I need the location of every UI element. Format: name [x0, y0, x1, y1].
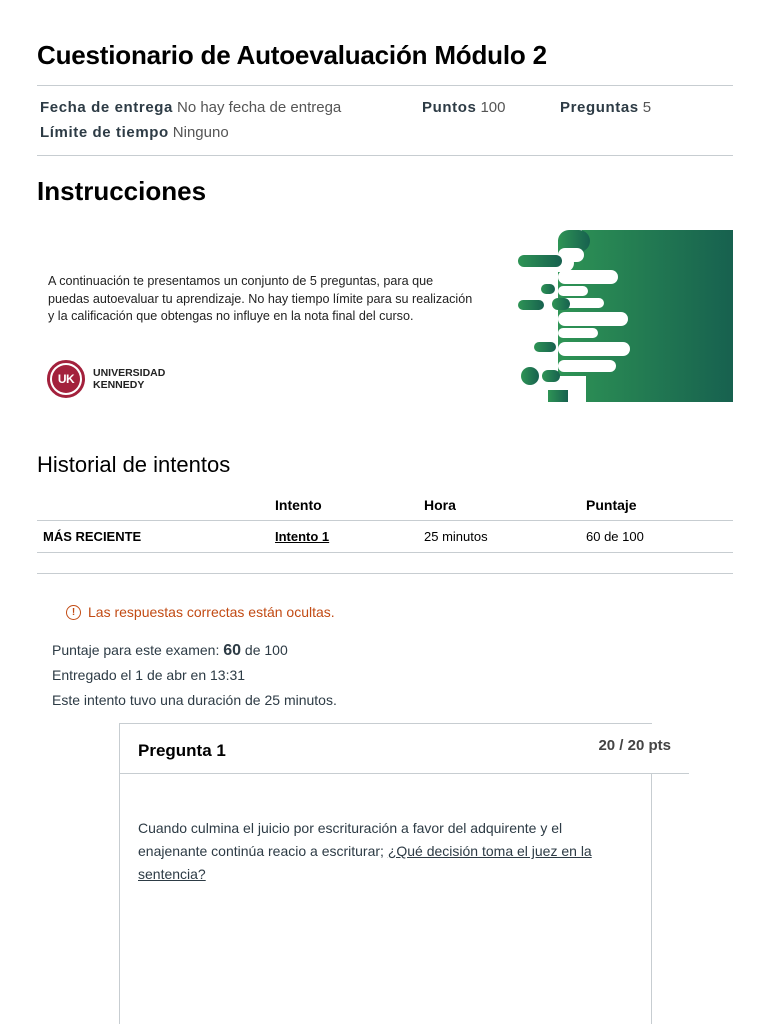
question-card: [119, 723, 671, 1024]
column-header-time: Hora: [424, 497, 456, 513]
question-header: [120, 724, 689, 774]
submitted-date: Entregado el 1 de abr en 13:31: [52, 667, 246, 683]
score-value: 60: [223, 642, 242, 659]
uk-logo-letters: UK: [52, 365, 80, 393]
column-header-attempt: Intento: [275, 497, 322, 513]
questions-detail: [560, 99, 651, 116]
due-date-value: No hay fecha de entrega: [176, 99, 342, 116]
university-name-line: UNIVERSIDAD: [93, 367, 166, 379]
score-prefix: Puntaje para este examen:: [52, 642, 224, 658]
page-title: Cuestionario de Autoevaluación Módulo 2: [37, 40, 547, 70]
attempt-link[interactable]: Intento 1: [275, 529, 330, 544]
score-suffix: de 100: [241, 642, 288, 658]
university-logo: [47, 360, 165, 398]
time-limit-label: Límite de tiempo: [40, 124, 169, 141]
attempt-history-table: [37, 490, 733, 553]
time-limit-value: Ninguno: [172, 124, 229, 141]
exam-score: [52, 642, 288, 660]
question-text-plain: Cuando culmina el juicio por escrituración a favor del adquirente y el enajenante continúa reacio a escriturar;: [138, 820, 563, 859]
instructions-title: Instrucciones: [37, 176, 207, 206]
due-date-label: Fecha de entrega: [40, 99, 173, 116]
table-row: [37, 521, 733, 553]
points-detail: [422, 99, 505, 116]
column-header-score: Puntaje: [586, 497, 637, 513]
banner-decoration-image: [518, 230, 733, 402]
university-name: [93, 367, 165, 391]
question-text: [138, 817, 628, 886]
banner-text-line: puedas autoevaluar tu aprendizaje. No hay tiempo límite para su realización: [48, 291, 473, 306]
warning-text: Las respuestas correctas están ocultas.: [88, 604, 335, 620]
attempt-score: 60 de 100: [586, 529, 644, 544]
question-points: 20 / 20 pts: [598, 737, 671, 754]
questions-label: Preguntas: [560, 99, 639, 116]
question-title: Pregunta 1: [138, 741, 226, 760]
points-value: 100: [480, 99, 506, 116]
row-label: MÁS RECIENTE: [43, 529, 142, 544]
table-header: [37, 490, 733, 521]
attempt-time: 25 minutos: [424, 529, 488, 544]
time-limit-detail: [40, 124, 229, 141]
attempt-history-title: Historial de intentos: [37, 452, 231, 477]
instructions-banner: [37, 230, 733, 402]
details-divider: [37, 155, 733, 156]
university-name-line: KENNEDY: [93, 379, 145, 391]
attempt-duration: Este intento tuvo una duración de 25 minutos.: [52, 692, 337, 708]
results-divider: [37, 573, 733, 574]
title-divider: [37, 85, 733, 86]
questions-value: 5: [642, 99, 652, 116]
hidden-answers-warning: [66, 604, 335, 620]
alert-circle-icon: !: [66, 605, 81, 620]
banner-text-line: y la calificación que obtengas no influye en la nota final del curso.: [48, 309, 414, 323]
uk-logo-mark: [47, 360, 85, 398]
due-date-detail: [40, 99, 341, 116]
banner-text-line: A continuación te presentamos un conjunto de 5 preguntas, para que: [48, 274, 434, 288]
points-label: Puntos: [422, 99, 477, 116]
banner-text: [48, 273, 528, 326]
question-text-underlined: ¿Qué decisión toma el juez en la sentencia?: [138, 843, 592, 882]
